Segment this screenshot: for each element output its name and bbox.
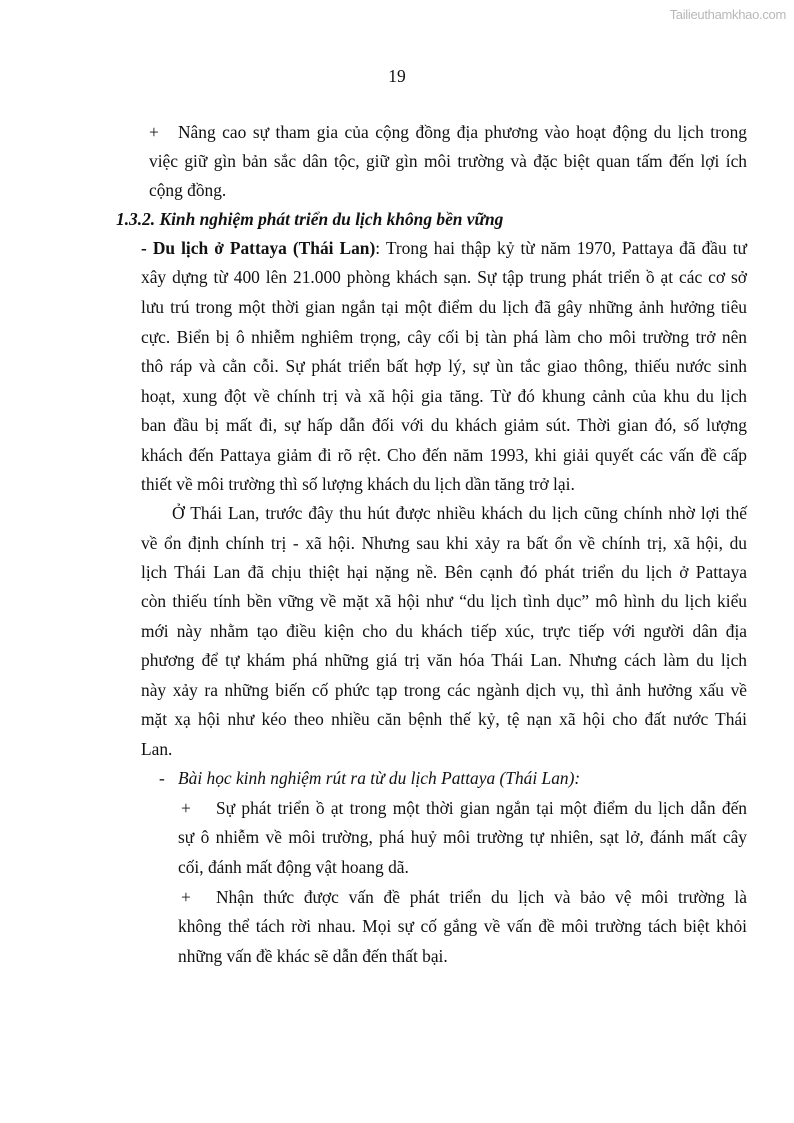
- text-line: cực. Biển bị ô nhiễm nghiêm trọng, cây cối bị tàn phá làm cho môi trường trở nên: [141, 327, 747, 347]
- text-line: việc giữ gìn bản sắc dân tộc, giữ gìn môi trường và đặc biệt quan tấm đến lợi ích: [149, 151, 747, 171]
- text-line: Nâng cao sự tham gia của cộng đồng địa phương vào hoạt động du lịch trong: [178, 122, 747, 142]
- text-line: khách đến Pattaya giảm đi rõ rệt. Cho đến năm 1993, khi giải quyết các vấn đề cấp: [141, 445, 747, 465]
- page-number: 19: [388, 66, 406, 86]
- text-span: : Trong hai thập kỷ từ năm 1970, Pattaya đã đầu tư: [375, 238, 747, 258]
- text-line: mặt xạ hội như kéo theo nhiều căn bệnh thế kỷ, tệ nạn xã hội cho đất nước Thái: [141, 709, 747, 729]
- text-line: cối, đánh mất động vật hoang dã.: [178, 857, 409, 877]
- text-line: Lan.: [141, 739, 173, 759]
- dash-marker: -: [159, 768, 165, 788]
- text-line: không thể tách rời nhau. Mọi sự cố gắng về vấn đề môi trường tách biệt khỏi: [178, 916, 747, 936]
- bullet-marker: +: [181, 887, 191, 907]
- text-line: xây dựng từ 400 lên 21.000 phòng khách sạn. Sự tập trung phát triển ồ ạt các cơ sở: [141, 267, 747, 287]
- text-line: lịch Thái Lan đã chịu thiệt hại nặng nề. Bên cạnh đó phát triển du lịch ở Pattaya: [141, 562, 747, 582]
- text-line: Sự phát triển ồ ạt trong một thời gian ngắn tại một điểm du lịch dẫn đến: [216, 798, 747, 818]
- text-line: còn thiếu tính bền vững về mặt xã hội như “du lịch tình dục” mô hình du lịch kiểu: [141, 591, 747, 611]
- text-line: Nhận thức được vấn đề phát triển du lịch và bảo vệ môi trường là: [216, 887, 747, 907]
- text-line: lưu trú trong một thời gian ngắn tại một điểm du lịch đã gây những ảnh hưởng tiêu: [141, 297, 747, 317]
- text-line: về ổn định chính trị - xã hội. Nhưng sau khi xảy ra bất ổn về chính trị, xã hội, du: [141, 533, 747, 553]
- text-line: này xảy ra những biến cố phức tạp trong các ngành dịch vụ, thì ảnh hưởng xấu về: [141, 680, 747, 700]
- watermark: Tailieuthamkhao.com: [669, 7, 786, 22]
- text-line: [141, 237, 747, 259]
- bold-lead: - Du lịch ở Pattaya (Thái Lan): [141, 238, 376, 258]
- text-line: cộng đồng.: [149, 180, 227, 200]
- bullet-marker: +: [149, 122, 159, 142]
- text-line: hoạt, xung đột về chính trị và xã hội gia tăng. Từ đó khung cảnh của khu du lịch: [141, 386, 747, 406]
- text-line: thô ráp và cằn cỗi. Sự phát triển bất hợp lý, sự ùn tắc giao thông, thiếu nước sinh: [141, 356, 747, 376]
- text-line: sự ô nhiễm về môi trường, phá huỷ môi trường tự nhiên, sạt lở, đánh mất cây: [178, 827, 747, 847]
- lessons-title: Bài học kinh nghiệm rút ra từ du lịch Pattaya (Thái Lan):: [178, 768, 581, 788]
- text-line: thiết về môi trường thì số lượng khách du lịch dần tăng trở lại.: [141, 474, 575, 494]
- section-heading: 1.3.2. Kinh nghiệm phát triển du lịch không bền vững: [116, 209, 504, 229]
- text-line: ban đầu bị mất đi, sự hấp dẫn đối với du khách giảm sút. Thời gian đó, số lượng: [141, 415, 747, 435]
- text-line: mới này nhằm tạo điều kiện cho du khách tiếp xúc, trực tiếp với người dân địa: [141, 621, 747, 641]
- text-line: những vấn đề khác sẽ dẫn đến thất bại.: [178, 946, 448, 966]
- text-line: phương để tự khám phá những giá trị văn hóa Thái Lan. Nhưng cách làm du lịch: [141, 650, 747, 670]
- text-line: Ở Thái Lan, trước đây thu hút được nhiều khách du lịch cũng chính nhờ lợi thế: [172, 503, 747, 523]
- bullet-marker: +: [181, 798, 191, 818]
